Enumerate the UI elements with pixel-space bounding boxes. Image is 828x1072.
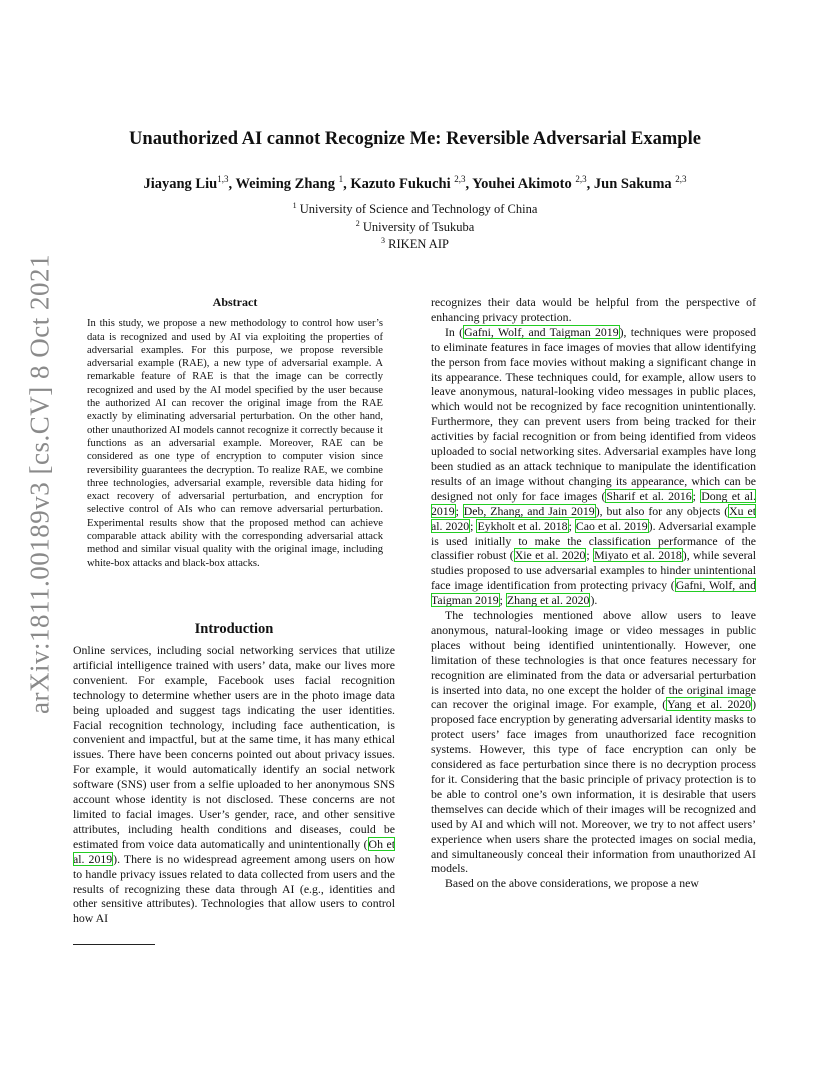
author-affil-mark: 2,3 — [454, 174, 466, 184]
citation-link[interactable]: Miyato et al. 2018 — [594, 548, 682, 563]
citation-link[interactable]: Gafni, Wolf, and Taigman 2019 — [431, 578, 756, 608]
body-paragraph: Based on the above considerations, we propose a new — [445, 876, 699, 891]
body-paragraph: recognizes their data would be helpful from the perspective of enhancing privacy protection. — [431, 295, 756, 324]
body-text: The technologies mentioned above allow users to leave anonymous, natural-looking image or video messages in public places without being identified unintentionally. However, one limitation of these technologies is that once features necessary for recognition are eliminated from the data or adversarial perturbation is inserted into data, no one except the holder of the original image can recover the original image. For example, ( — [431, 608, 756, 712]
abstract-section — [87, 296, 383, 570]
body-paragraph — [431, 325, 756, 608]
body-text: ), but also for any objects ( — [595, 503, 729, 518]
citation-link[interactable]: Dong et al. 2019 — [431, 488, 756, 518]
citation-separator: ; — [586, 548, 594, 563]
body-text: ), while several studies proposed to use adversarial examples to hinder unintentional face image identification from protecting privacy ( — [431, 548, 757, 593]
author-separator: , — [343, 175, 351, 192]
author-name: Youhei Akimoto — [472, 175, 576, 192]
footnote-rule — [73, 944, 155, 945]
introduction-heading: Introduction — [194, 621, 274, 637]
citation-link[interactable]: Zhang et al. 2020 — [506, 593, 590, 608]
affil-number: 2 — [355, 218, 360, 228]
citation-link[interactable]: Gafni, Wolf, and Taigman 2019 — [464, 324, 619, 339]
citation-link[interactable]: Xie et al. 2020 — [514, 548, 586, 563]
citation-link[interactable]: Yang et al. 2020 — [667, 697, 752, 712]
author-name: Weiming Zhang — [235, 175, 339, 192]
citation-link[interactable]: Xu et al. 2020 — [431, 503, 756, 533]
body-text: ). — [590, 593, 598, 608]
right-column — [431, 295, 756, 891]
author-separator: , — [228, 175, 236, 192]
citation-link[interactable]: Oh et al. 2019 — [73, 836, 395, 866]
body-text: In ( — [445, 324, 464, 339]
author-name: Kazuto Fukuchi — [350, 175, 455, 192]
author-name: Jiayang Liu — [143, 175, 218, 192]
citation-separator: ; — [455, 503, 463, 518]
citation-link[interactable]: Sharif et al. 2016 — [606, 488, 692, 503]
citation-link[interactable]: Deb, Zhang, and Jain 2019 — [463, 503, 595, 518]
affil-text: University of Tsukuba — [359, 219, 475, 234]
affiliation-line — [80, 217, 750, 235]
affil-number: 3 — [381, 236, 386, 246]
affiliation-line — [80, 234, 750, 252]
citation-separator: ; — [470, 518, 477, 533]
citation-separator: ; — [692, 488, 701, 503]
arxiv-sidebar — [18, 254, 62, 714]
introduction-left-column — [73, 643, 395, 926]
body-text: Online services, including social networking services that utilize artificial intelligence trained with users’ data, make our lives more convenient. For example, Facebook uses facial recognition technology to determine whether users are in the photo image data being uploaded and suggest tags indicating the user identities. Facial recognition technology, including face authentication, is convenient and impactful, but at the same time, it has many ethical issues. There have been concerns pointed out about privacy issues. For example, it would automatically identify an social network software (SNS) user from a selfie uploaded to her anonymous SNS account whose identity is not disclosed. These concerns are not limited to facial images. User’s gender, race, and other sensitive attributes, including health conditions and diseases, could be estimated from voice data automatically and unintentionally ( — [73, 643, 395, 851]
body-text: ). There is no widespread agreement among users on how to handle privacy issues related to data collected from users and the results of recognizing these data through AI (e.g., identities and other sensitive attributes). Technologies that allow users to control how AI — [73, 851, 395, 926]
affil-text: University of Science and Technology of China — [296, 202, 538, 217]
affil-text: RIKEN AIP — [385, 237, 449, 252]
author-affil-mark: 2,3 — [575, 174, 587, 184]
author-separator: , — [586, 175, 594, 192]
body-text: ), techniques were proposed to eliminate features in face images of movies that allow identifying the person from face movies without making a significant change in its appearance. These techniques could, for example, allow users to leave anonymous, natural-looking video messages in public places, which would not be recognized by face recognition unintentionally. Furthermore, they can prevent users from being tracked for their activities by facial recognition or from being identified from videos uploaded to social networking sites. Adversarial examples have long been studied as an attack technique to manipulate the identification results of an image without changing its appearance, which can be designed not only for face images ( — [431, 324, 756, 503]
body-text: ). Adversarial example is used initially to make the classification performance of the classifier robust ( — [431, 518, 756, 563]
abstract-body: In this study, we propose a new methodology to control how user’s data is recognized and used by AI via exploiting the properties of adversarial examples. For this purpose, we propose reversible adversarial example (RAE), a new type of adversarial example. A remarkable feature of RAE is that the image can be correctly recognized and used by the AI model specified by the user because the authorized AI can recover the original image from the RAE exactly by eliminating adversarial perturbation. On the other hand, other unauthorized AI models cannot recognize it correctly because it functions as an adversarial example. Moreover, RAE can be considered as one type of encryption to computer vision since reversibility guarantees the decryption. To realize RAE, we combine three technologies, adversarial example, reversible data hiding for exact recovery of adversarial perturbation, and encryption for selective control of AIs who can remove adversarial perturbation. Experimental results show that the proposed method can achieve comparable attack ability with the corresponding adversarial attack method and similar visual quality with the original image, including white-box attacks and black-box attacks. — [87, 318, 383, 569]
citation-link[interactable]: Cao et al. 2019 — [575, 518, 648, 533]
abstract-heading: Abstract — [212, 295, 258, 309]
author-affil-mark: 2,3 — [675, 174, 687, 184]
citation-separator: ; — [568, 518, 575, 533]
citation-separator: ; — [499, 593, 506, 608]
author-affil-mark: 1,3 — [217, 174, 229, 184]
body-text: ) proposed face encryption by generating adversarial identity masks to protect users’ face images from unauthorized face recognition systems. However, this type of face encryption can only be considered as face perturbation since there is no decryption process for it. Considering that the basic principle of privacy protection is to be able to control one’s own information, it is desirable that users themselves can decide which of their images will be recognized and used by AI and which will not. Moreover, we try to not affect users’ experience when users share the protected images on social media, and simultaneously conceal their information from unauthorized AI models. — [431, 697, 757, 876]
intro-paragraph — [73, 643, 395, 926]
affil-number: 1 — [292, 201, 297, 210]
citation-link[interactable]: Eykholt et al. 2018 — [477, 518, 568, 533]
paper-title: Unauthorized AI cannot Recognize Me: Reversible Adversarial Example — [129, 129, 701, 149]
affiliation-line — [80, 199, 750, 217]
author-name: Jun Sakuma — [593, 175, 676, 192]
affiliations — [80, 199, 750, 252]
author-list — [80, 174, 750, 193]
body-paragraph — [431, 608, 756, 876]
arxiv-identifier: arXiv:1811.00189v3 [cs.CV] 8 Oct 2021 — [24, 254, 55, 714]
author-separator: , — [465, 175, 473, 192]
author-affil-mark: 1 — [338, 174, 344, 184]
